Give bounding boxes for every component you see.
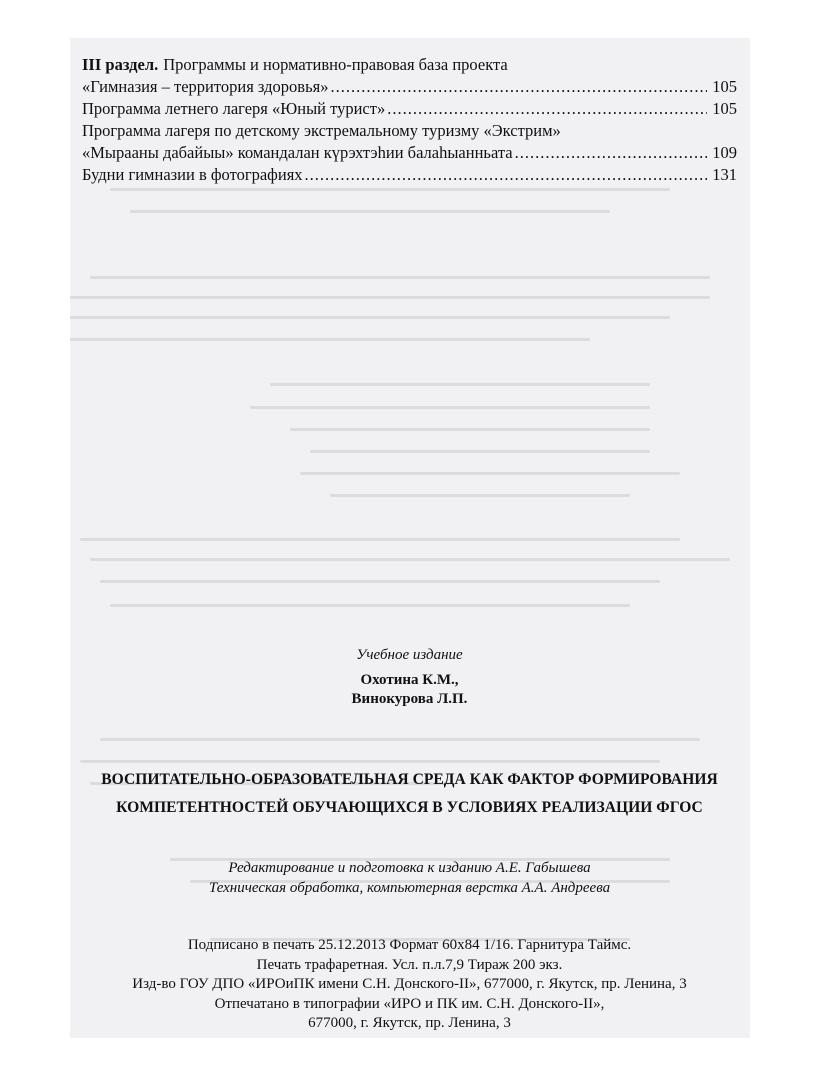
toc-entry (82, 76, 737, 98)
spec-line: Печать трафаретная. Усл. п.л.7,9 Тираж 200 экз. (256, 956, 563, 973)
toc-section-heading (82, 54, 737, 76)
toc-leader-dots (330, 76, 707, 98)
spec-line: Отпечатано в типографии «ИРО и ПК им. С.Н. Донского-II», (214, 995, 605, 1012)
toc-entry (82, 120, 737, 142)
author-name: Охотина К.М., (360, 672, 459, 688)
bleed-through-line (80, 760, 660, 763)
edition-type: Учебное издание (356, 647, 463, 663)
toc-section-title: Программы и нормативно-правовая база проекта (163, 55, 508, 74)
spec-line: Изд-во ГОУ ДПО «ИРОиПК имени С.Н. Донского-II», 677000, г. Якутск, пр. Ленина, 3 (132, 976, 687, 992)
toc-leader-dots (387, 98, 707, 120)
book-title-line: КОМПЕТЕНТНОСТЕЙ ОБУЧАЮЩИХСЯ В УСЛОВИЯХ РЕАЛИЗАЦИИ ФГОС (116, 799, 703, 816)
toc-section-number: III раздел. (82, 55, 159, 74)
publication-specs (82, 936, 737, 1034)
toc-entry-text: Программа лагеря по детскому экстремальному туризму «Экстрим» (82, 121, 561, 140)
editorial-credits (82, 858, 737, 898)
toc-leader-dots (515, 142, 707, 164)
spec-line: 677000, г. Якутск, пр. Ленина, 3 (308, 1015, 511, 1031)
author-name: Винокурова Л.П. (351, 691, 468, 707)
toc-entry-text: Программа летнего лагеря «Юный турист» (82, 99, 386, 118)
bleed-through-line (330, 494, 630, 497)
authors-block (82, 671, 737, 709)
bleed-through-line (290, 428, 650, 431)
bleed-through-line (270, 383, 650, 386)
bleed-through-line (90, 276, 710, 279)
toc-entry-page: 105 (712, 99, 737, 118)
bleed-through-line (70, 296, 710, 299)
toc-entry-text: «Мырааны дабайыы» командалан күрэхтэһии балаһыанньата (82, 143, 513, 162)
toc-entry-text: «Гимназия – территория здоровья» (82, 77, 329, 96)
toc-entry-page: 131 (712, 165, 737, 184)
bleed-through-line (300, 472, 680, 475)
bleed-through-line (70, 316, 670, 319)
bleed-through-line (100, 580, 660, 583)
book-title-line: ВОСПИТАТЕЛЬНО-ОБРАЗОВАТЕЛЬНАЯ СРЕДА КАК ФАКТОР ФОРМИРОВАНИЯ (101, 771, 718, 788)
toc-leader-dots (305, 164, 707, 186)
bleed-through-line (250, 406, 650, 409)
toc-entry (82, 98, 737, 120)
bleed-through-line (130, 210, 610, 213)
toc-entry-text: Будни гимназии в фотографиях (82, 165, 303, 184)
bleed-through-line (70, 338, 590, 341)
bleed-through-line (80, 538, 680, 541)
bleed-through-line (100, 738, 700, 741)
toc-entry (82, 142, 737, 164)
credit-line: Техническая обработка, компьютерная верстка А.А. Андреева (208, 880, 611, 896)
bleed-through-line (310, 450, 650, 453)
credit-line: Редактирование и подготовка к изданию А.Е. Габышева (228, 860, 591, 876)
bleed-through-line (90, 558, 730, 561)
table-of-contents (82, 54, 737, 186)
toc-entry-page: 109 (712, 143, 737, 162)
bleed-through-line (110, 604, 630, 607)
book-title (82, 766, 737, 822)
toc-entry-page: 105 (712, 77, 737, 96)
toc-entry (82, 164, 737, 186)
bleed-through-line (110, 188, 670, 191)
spec-line: Подписано в печать 25.12.2013 Формат 60х84 1/16. Гарнитура Таймс. (187, 937, 632, 953)
